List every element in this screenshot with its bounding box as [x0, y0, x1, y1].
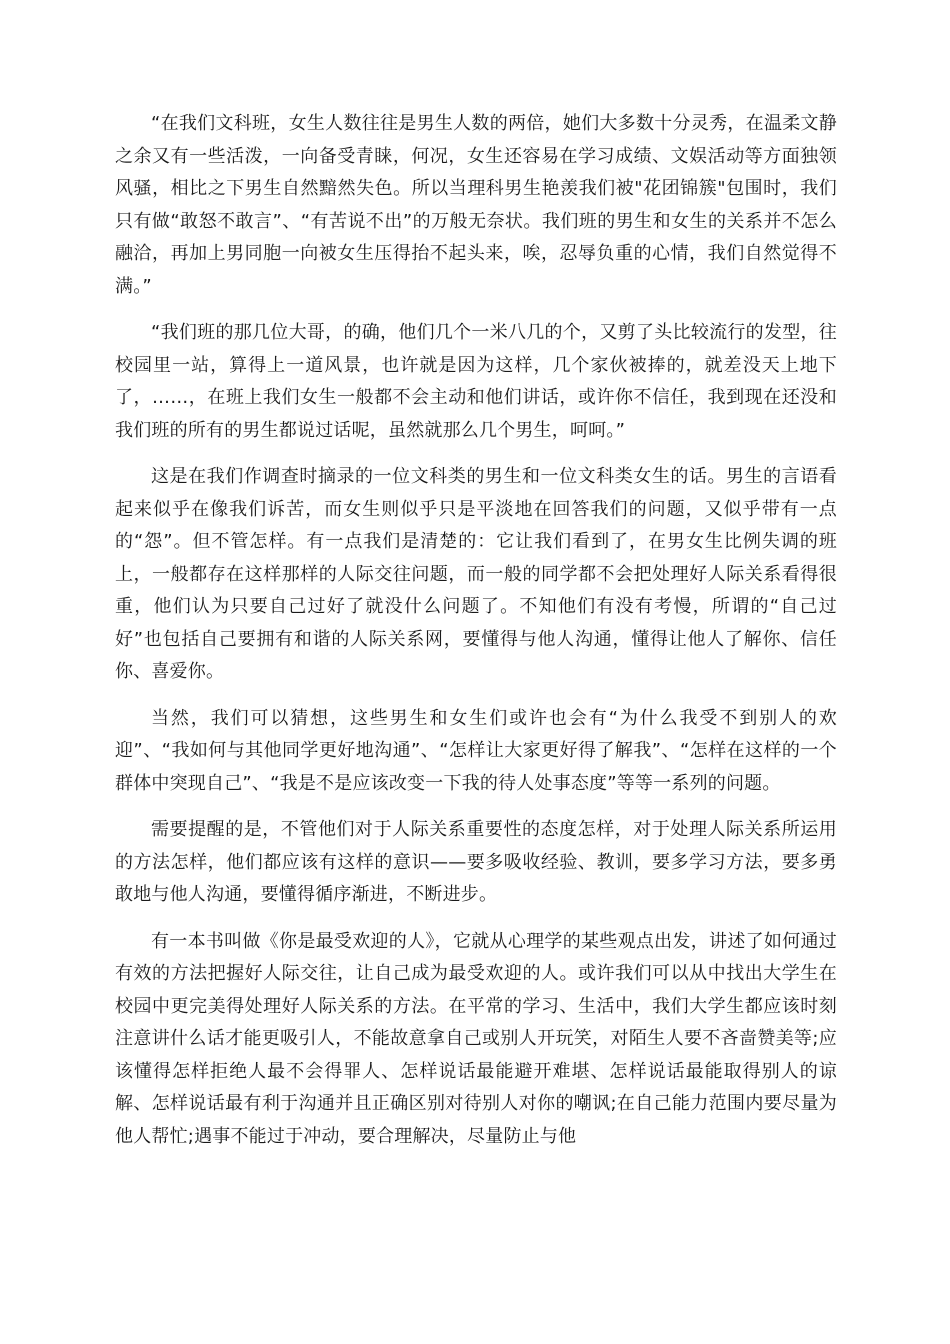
paragraph-5: 需要提醒的是，不管他们对于人际关系重要性的态度怎样，对于处理人际关系所运用的方法怎样，他们都应该有这样的意识——要多吸收经验、教训，要多学习方法，要多勇敢地与他人沟通，要懂得循序渐进，不断进步。 — [115, 819, 837, 905]
paragraph-2: “我们班的那几位大哥，的确，他们几个一米八几的个，又剪了头比较流行的发型，往校园里一站，算得上一道风景，也许就是因为这样，几个家伙被捧的，就差没天上地下了，……，在班上我们女生一般都不会主动和他们讲话，或许你不信任，我到现在还没和我们班的所有的男生都说过话呢，虽然就那么几个男生，呵呵。” — [115, 322, 837, 441]
document-body — [115, 108, 837, 1167]
paragraph-3: 这是在我们作调查时摘录的一位文科类的男生和一位文科类女生的话。男生的言语看起来似乎在像我们诉苦，而女生则似乎只是平淡地在回答我们的问题，又似乎带有一点的“怨”。但不管怎样。有一点我们是清楚的：它让我们看到了，在男女生比例失调的班上，一般都存在这样那样的人际交往问题，而一般的同学都不会把处理好人际关系看得很重，他们认为只要自己过好了就没什么问题了。不知他们有没有考慢，所谓的“自己过好”也包括自己要拥有和谐的人际关系网，要懂得与他人沟通，懂得让他人了解你、信任你、喜爱你。 — [115, 466, 837, 682]
paragraph-1: “在我们文科班，女生人数往往是男生人数的两倍，她们大多数十分灵秀，在温柔文静之余又有一些活泼，一向备受青睐，何况，女生还容易在学习成绩、文娱活动等方面独领风骚，相比之下男生自然黯然失色。所以当理科男生艳羡我们被"花团锦簇"包围时，我们只有做“敢怒不敢言”、“有苦说不出”的万般无奈状。我们班的男生和女生的关系并不怎么融洽，再加上男同胞一向被女生压得抬不起头来，唉，忍辱负重的心情，我们自然觉得不满。” — [115, 113, 837, 297]
paragraph-4: 当然，我们可以猜想，这些男生和女生们或许也会有“为什么我受不到别人的欢迎”、“我如何与其他同学更好地沟通”、“怎样让大家更好得了解我”、“怎样在这样的一个群体中突现自己”、“我是不是应该改变一下我的待人处事态度”等等一系列的问题。 — [115, 707, 837, 794]
paragraph-6: 有一本书叫做《你是最受欢迎的人》，它就从心理学的某些观点出发，讲述了如何通过有效的方法把握好人际交往，让自己成为最受欢迎的人。或许我们可以从中找出大学生在校园中更完美得处理好人际关系的方法。在平常的学习、生活中，我们大学生都应该时刻注意讲什么话才能更吸引人，不能故意拿自己或别人开玩笑，对陌生人要不吝啬赞美等;应该懂得怎样拒绝人最不会得罪人、怎样说话最能避开难堪、怎样说话最能取得别人的谅解、怎样说话最有利于沟通并且正确区别对待别人对你的嘲讽;在自己能力范围内要尽量为他人帮忙;遇事不能过于冲动，要合理解决，尽量防止与他 — [115, 930, 837, 1147]
